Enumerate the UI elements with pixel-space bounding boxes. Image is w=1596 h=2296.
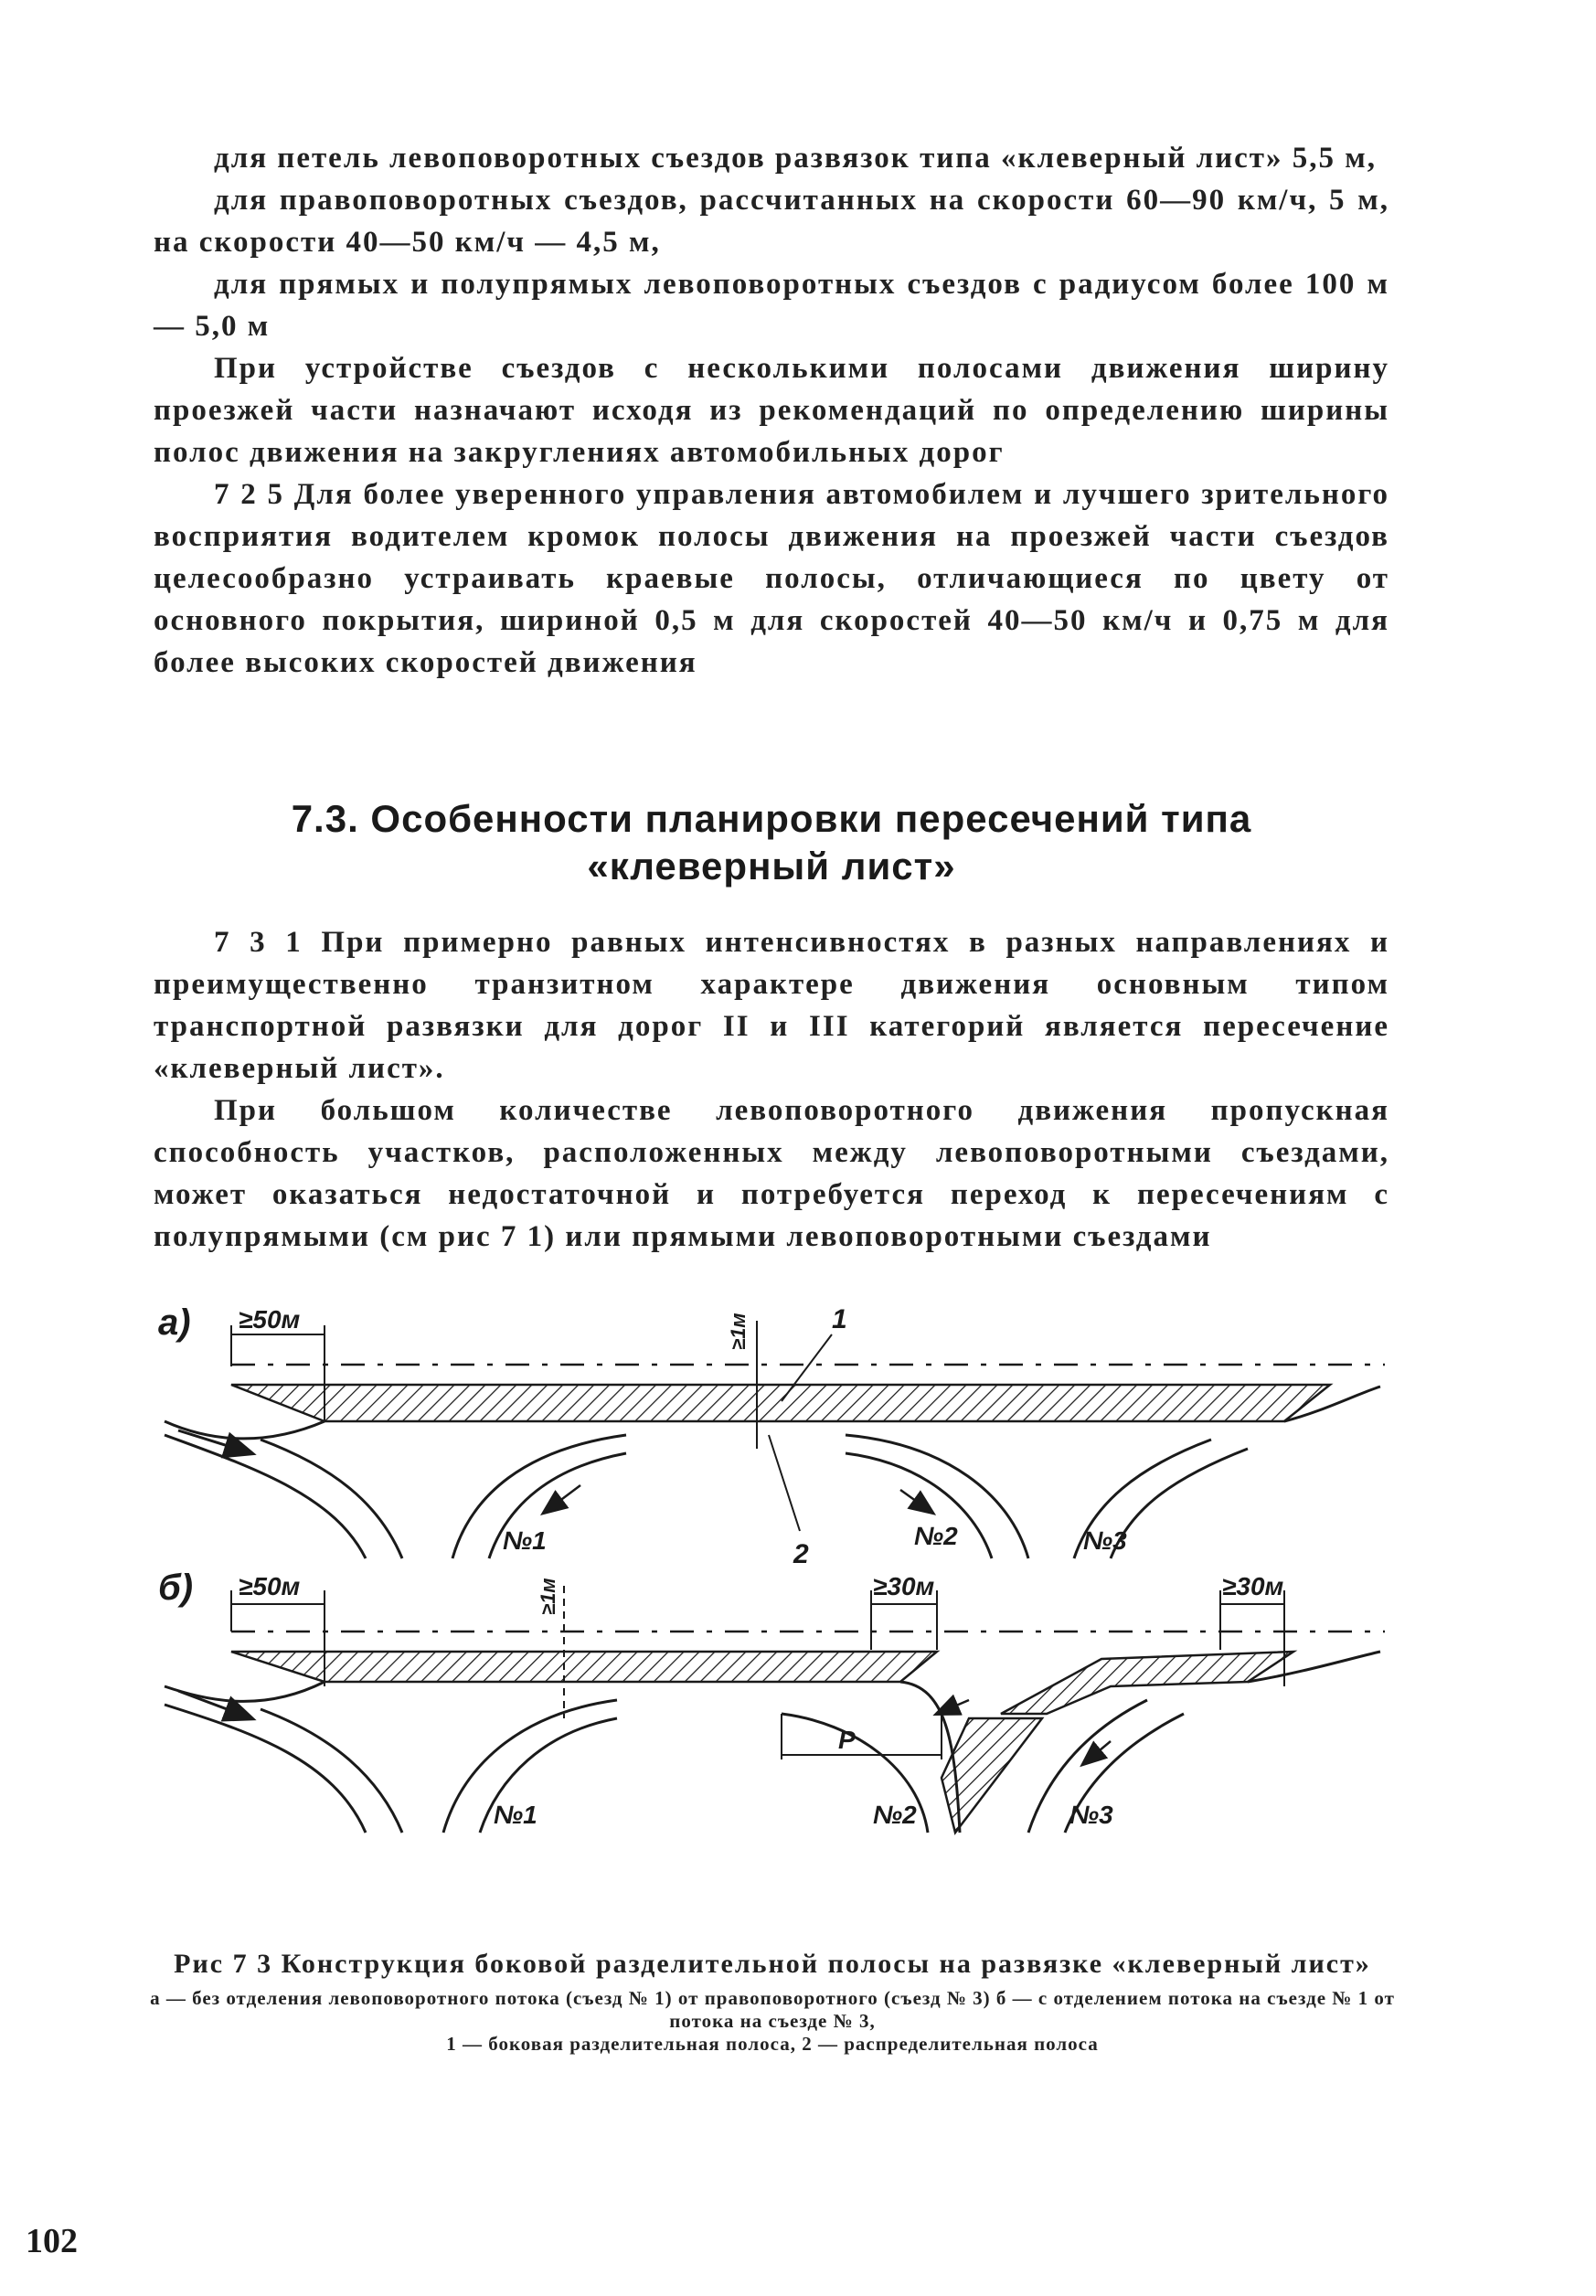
traffic-arrow xyxy=(544,1485,580,1513)
ramp-curve xyxy=(165,1705,366,1833)
ramp-label-3: №3 xyxy=(1083,1526,1127,1555)
diagram-b xyxy=(158,1568,1385,1833)
body-text-top xyxy=(154,137,1389,684)
traffic-arrow xyxy=(1083,1741,1111,1764)
dimension-p-label: P xyxy=(838,1726,856,1754)
callout-leader xyxy=(769,1435,800,1531)
ramp-curve xyxy=(165,1435,366,1558)
section-heading xyxy=(154,795,1389,890)
dimension-mid-label: ≥30м xyxy=(873,1572,935,1600)
ramp-curve xyxy=(261,1440,402,1558)
figure-drawing xyxy=(151,1284,1394,1887)
ramp-curve xyxy=(1111,1449,1248,1558)
traffic-arrow xyxy=(178,1691,251,1718)
callout-2: 2 xyxy=(793,1539,809,1569)
figure-caption xyxy=(128,1947,1417,2056)
ramp-label-3: №3 xyxy=(1069,1801,1113,1829)
caption-legend-line1: а — без отделения левоповоротного потока (съезд № 1) от правоповоротного (съезд № 3) б — с отделением потока на съезде № 1 от потока на съезде № 3, xyxy=(150,1987,1395,2032)
dimension-vertical-label: ≥1м xyxy=(537,1578,559,1615)
ramp-label-1: №1 xyxy=(494,1801,537,1829)
road-edge xyxy=(165,1682,325,1701)
diagram-a-label: а) xyxy=(158,1302,191,1343)
separator-strip-a xyxy=(231,1385,1330,1421)
dimension-left-label: ≥50м xyxy=(239,1305,301,1334)
separator-strip-b-left xyxy=(231,1652,937,1682)
caption-title: Рис 7 3 Конструкция боковой разделительной полосы на развязке «клеверный лист» xyxy=(174,1949,1371,1979)
diagram-a xyxy=(158,1302,1385,1569)
paragraph: При большом количестве левоповоротного движения пропускная способность участков, расположенных между левоповоротными съездами, может оказаться недостаточной и потребуется переход к пересечениям с полупрямыми (см рис 7 1) или прямыми левоповоротными съездами xyxy=(154,1094,1389,1253)
paragraph: для правоповоротных съездов, рассчитанных на скорости 60—90 км/ч, 5 м, на скорости 40—50 км/ч — 4,5 м, xyxy=(154,184,1389,259)
body-text-section xyxy=(154,921,1389,1258)
caption-legend-line2: 1 — боковая разделительная полоса, 2 — распределительная полоса xyxy=(446,2033,1099,2055)
dimension-left-label: ≥50м xyxy=(239,1572,301,1600)
ramp-curve xyxy=(261,1709,402,1833)
dimension-vertical-label: ≥1м xyxy=(727,1313,750,1350)
section-heading-line2: «клеверный лист» xyxy=(587,845,956,888)
paragraph: 7 2 5 Для более уверенного управления автомобилем и лучшего зрительного восприятия водителем кромок полосы движения на проезжей части съездов целесообразно устраивать краевые полосы, отличающиеся по цвету от основного покрытия, шириной 0,5 м для скоростей 40—50 км/ч и 0,75 м для более высоких скоростей движения xyxy=(154,478,1389,679)
traffic-arrow xyxy=(178,1430,251,1453)
road-edge xyxy=(165,1421,325,1439)
paragraph: При устройстве съездов с несколькими полосами движения ширину проезжей части назначают исходя из рекомендаций по определению ширины полос движения на закруглениях автомобильных дорог xyxy=(154,352,1389,469)
traffic-arrow xyxy=(937,1700,969,1714)
page-number: 102 xyxy=(26,2222,78,2260)
callout-1: 1 xyxy=(832,1304,847,1334)
paragraph: для прямых и полупрямых левоповоротных съездов с радиусом более 100 м — 5,0 м xyxy=(154,268,1389,343)
traffic-arrow xyxy=(900,1490,932,1513)
ramp-label-2: №2 xyxy=(873,1801,917,1829)
paragraph: для петель левоповоротных съездов развязок типа «клеверный лист» 5,5 м, xyxy=(214,142,1377,175)
section-heading-line1: 7.3. Особенности планировки пересечений типа xyxy=(291,797,1252,840)
ramp-label-2: №2 xyxy=(914,1522,958,1550)
diagram-b-label: б) xyxy=(158,1568,194,1608)
ramp-label-1: №1 xyxy=(503,1526,547,1555)
figure-7-3 xyxy=(151,1284,1394,1887)
paragraph: 7 3 1 При примерно равных интенсивностях в разных направлениях и преимущественно транзитном характере движения основным типом транспортной развязки для дорог II и III категорий является пересечение «клеверный лист». xyxy=(154,926,1389,1085)
dimension-right-label: ≥30м xyxy=(1222,1572,1284,1600)
